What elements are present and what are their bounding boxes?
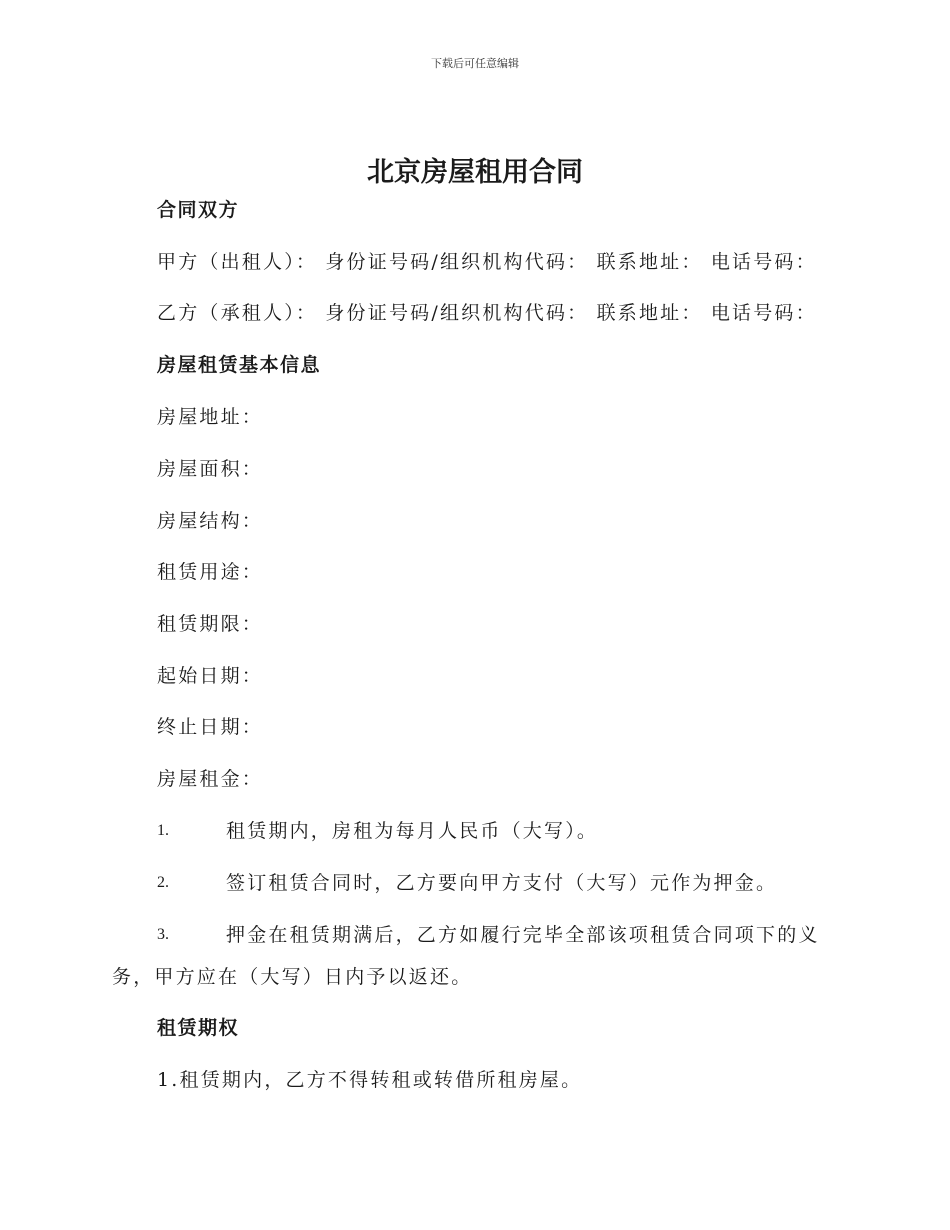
- list-item-number: 3.: [157, 926, 169, 943]
- section-heading-lease-rights: 租赁期权: [157, 1017, 240, 1039]
- list-item-text: 租赁期内，房租为每月人民币（大写）。: [226, 820, 599, 842]
- field-house-area: 房屋面积：: [157, 458, 264, 480]
- list-item-text: 押金在租赁期满后，乙方如履行完毕全部该项租赁合同项下的义: [226, 924, 820, 946]
- field-house-address: 房屋地址：: [157, 406, 264, 428]
- list-item-continuation: 务，甲方应在（大写）日内予以返还。: [112, 966, 473, 988]
- field-house-rent: 房屋租金：: [157, 768, 264, 790]
- document-title: 北京房屋租用合同: [367, 157, 583, 188]
- party-b-line: 乙方（承租人）： 身份证号码/组织机构代码： 联系地址： 电话号码：: [157, 302, 817, 324]
- field-lease-purpose: 租赁用途：: [157, 561, 264, 583]
- lease-rights-item-1: 1.租赁期内，乙方不得转租或转借所租房屋。: [157, 1069, 583, 1091]
- list-item-number: 1.: [157, 822, 169, 839]
- field-start-date: 起始日期：: [157, 665, 264, 687]
- header-note: 下载后可任意编辑: [431, 57, 519, 70]
- list-item-text: 签订租赁合同时，乙方要向甲方支付（大写）元作为押金。: [226, 872, 778, 894]
- party-a-line: 甲方（出租人）： 身份证号码/组织机构代码： 联系地址： 电话号码：: [157, 251, 817, 273]
- section-heading-basic-info: 房屋租赁基本信息: [157, 354, 322, 376]
- field-end-date: 终止日期：: [157, 716, 264, 738]
- list-item-number: 2.: [157, 874, 169, 891]
- section-heading-parties: 合同双方: [157, 199, 240, 221]
- field-lease-term: 租赁期限：: [157, 613, 264, 635]
- field-house-structure: 房屋结构：: [157, 510, 264, 532]
